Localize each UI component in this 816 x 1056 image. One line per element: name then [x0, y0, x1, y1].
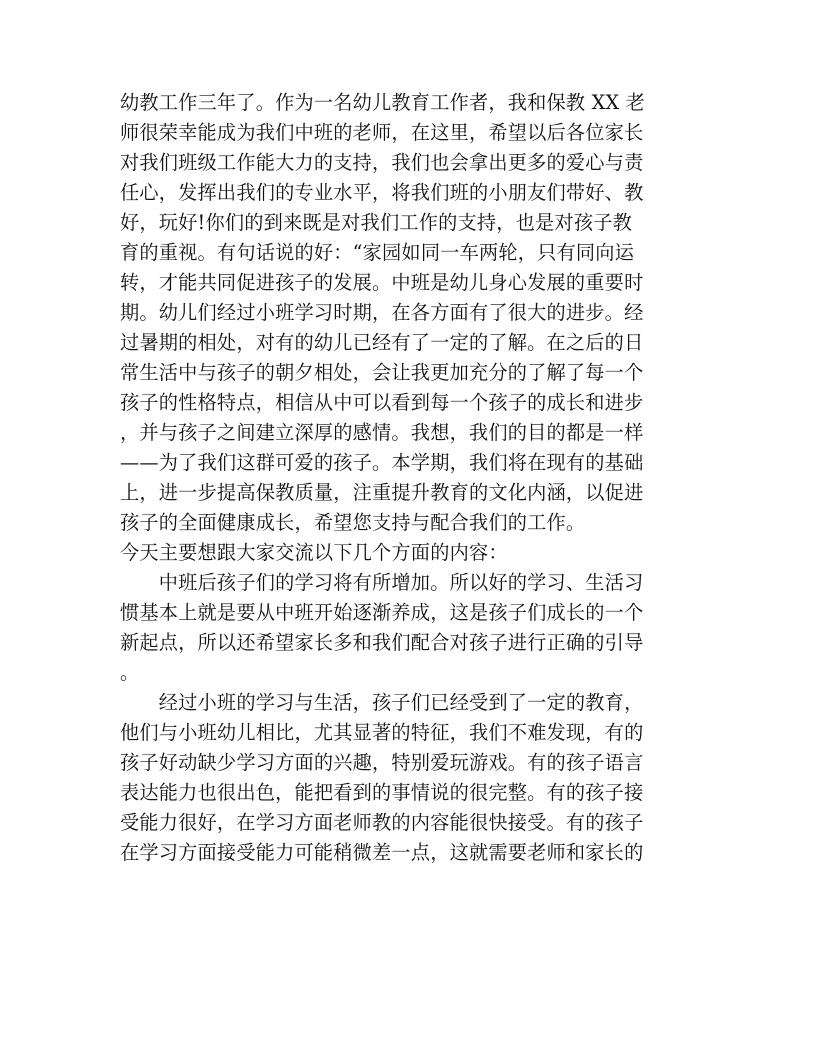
text-line: 幼教工作三年了。作为一名幼儿教育工作者，我和保教 XX 老	[120, 91, 646, 114]
text-line: 常生活中与孩子的朝夕相处，会让我更加充分的了解了每一个	[120, 361, 644, 384]
text-line: 好，玩好!你们的到来既是对我们工作的支持，也是对孩子教	[120, 211, 632, 234]
text-line: 经过小班的学习与生活，孩子们已经受到了一定的教育，	[120, 691, 644, 714]
text-line: 受能力很好，在学习方面老师教的内容能很快接受。有的孩子	[120, 811, 644, 834]
text-line: ，并与孩子之间建立深厚的感情。我想，我们的目的都是一样	[120, 421, 644, 444]
section-intro-line: 今天主要想跟大家交流以下几个方面的内容：	[120, 541, 508, 564]
text-line: 在学习方面接受能力可能稍微差一点，这就需要老师和家长的	[120, 841, 644, 864]
text-line: 育的重视。有句话说的好：“家园如同一车两轮，只有同向运	[120, 241, 635, 264]
text-line: 任心，发挥出我们的专业水平，将我们班的小朋友们带好、教	[120, 181, 644, 204]
text-line: 过暑期的相处，对有的幼儿已经有了一定的了解。在之后的日	[120, 331, 644, 354]
text-line: 上，进一步提高保教质量，注重提升教育的文化内涵，以促进	[120, 481, 644, 504]
text-line: ——为了我们这群可爱的孩子。本学期，我们将在现有的基础	[120, 451, 644, 474]
text-line: 表达能力也很出色，能把看到的事情说的很完整。有的孩子接	[120, 781, 644, 804]
text-line: 。	[120, 661, 140, 684]
text-line: 孩子的性格特点，相信从中可以看到每一个孩子的成长和进步	[120, 391, 644, 414]
document-body	[120, 88, 700, 868]
text-line: 转，才能共同促进孩子的发展。中班是幼儿身心发展的重要时	[120, 271, 644, 294]
text-line: 师很荣幸能成为我们中班的老师，在这里，希望以后各位家长	[120, 121, 644, 144]
text-line: 期。幼儿们经过小班学习时期，在各方面有了很大的进步。经	[120, 301, 644, 324]
text-line: 孩子好动缺少学习方面的兴趣，特别爱玩游戏。有的孩子语言	[120, 751, 644, 774]
text-line: 孩子的全面健康成长，希望您支持与配合我们的工作。	[120, 511, 586, 534]
text-line: 新起点，所以还希望家长多和我们配合对孩子进行正确的引导	[120, 631, 644, 654]
text-line: 惯基本上就是要从中班开始逐渐养成，这是孩子们成长的一个	[120, 601, 644, 624]
text-line: 对我们班级工作能大力的支持，我们也会拿出更多的爱心与责	[120, 151, 644, 174]
text-line: 中班后孩子们的学习将有所增加。所以好的学习、生活习	[120, 571, 644, 594]
text-line: 他们与小班幼儿相比，尤其显著的特征，我们不难发现，有的	[120, 721, 644, 744]
